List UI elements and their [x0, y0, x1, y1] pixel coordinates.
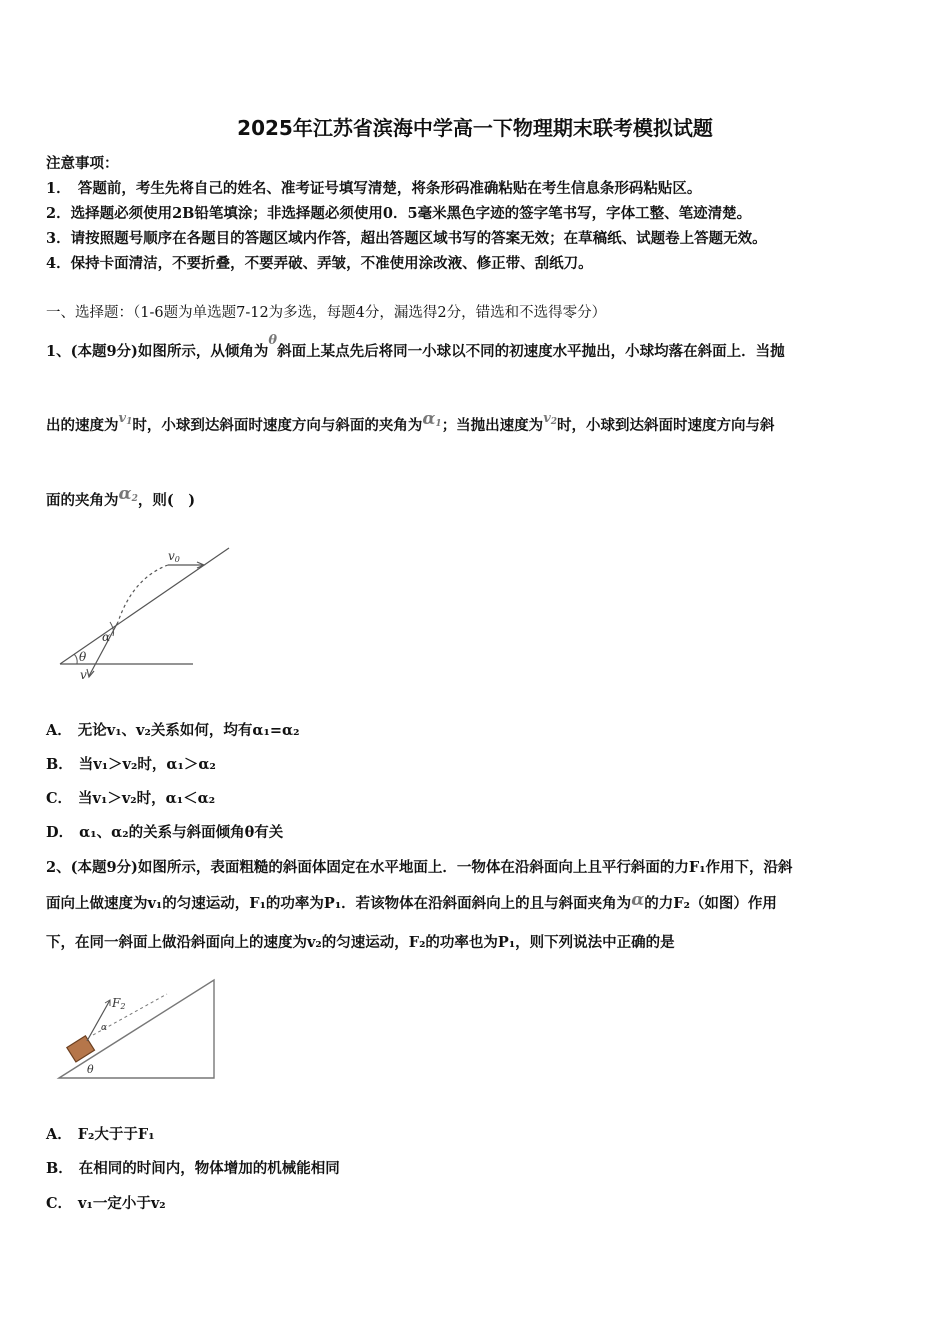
- q1-text: 如图所示，从倾角为: [137, 343, 269, 360]
- q2-line3: 下，在同一斜面上做沿斜面向上的速度为v₂的匀速运动，F₂的功率也为P₁，则下列说法中正确的是: [46, 934, 675, 951]
- q1-text: ；当抛出速度为: [441, 417, 544, 434]
- v-label: v: [80, 668, 87, 682]
- q1-text: ，则( ): [137, 492, 196, 509]
- page-title: 2025年江苏省滨海中学高一下物理期末联考模拟试题: [237, 116, 713, 140]
- q2-text: 面向上做速度为v₁的匀速运动，F₁的功率为P₁．若该物体在沿斜面斜向上的且与斜面夹角为: [46, 895, 632, 912]
- q1-option-a: A． 无论v₁、v₂关系如何，均有α₁=α₂: [46, 722, 300, 739]
- theta-arc: [74, 654, 77, 664]
- notice-heading: 注意事项：: [46, 155, 119, 172]
- alpha-symbol: α: [631, 890, 645, 910]
- q2-line2: [46, 892, 777, 913]
- v1-symbol: $v_1$: [118, 411, 133, 427]
- q1-text: 斜面上某点先后将同一小球以不同的初速度水平抛出，小球均落在斜面上．当抛: [277, 343, 785, 360]
- alpha-label: α: [101, 1023, 108, 1033]
- q1-text: 出的速度为: [46, 417, 119, 434]
- q1-number: 1、: [46, 343, 71, 360]
- q2-option-a: A． F₂大于于F₁: [46, 1126, 155, 1143]
- notice-item: 2．选择题必须使用2B铅笔填涂；非选择题必须使用0．5毫米黑色字迹的签字笔书写，字体工整、笔迹清楚。: [46, 205, 752, 222]
- q2-option-b: B． 在相同的时间内，物体增加的机械能相同: [46, 1160, 340, 1177]
- theta-symbol: θ: [268, 333, 278, 348]
- incline-triangle: [59, 980, 214, 1078]
- q1-option-c: C． 当v₁＞v₂时，α₁＜α₂: [46, 790, 216, 807]
- q1-option-b: B． 当v₁＞v₂时，α₁＞α₂: [46, 756, 216, 773]
- f2-label: F2: [112, 996, 126, 1011]
- notice-item: 3．请按照题号顺序在各题目的答题区域内作答，超出答题区域书写的答案无效；在草稿纸、试题卷上答题无效。: [46, 230, 767, 247]
- q1-option-d: D． α₁、α₂的关系与斜面倾角θ有关: [46, 824, 284, 841]
- v2-symbol: $v_2$: [543, 411, 558, 427]
- q2-option-c: C． v₁一定小于v₂: [46, 1195, 166, 1212]
- alpha-label: α: [102, 630, 111, 644]
- alpha1-symbol: $\alpha_1$: [422, 409, 442, 429]
- q1-line2: [46, 409, 775, 435]
- q2-figure: [55, 975, 220, 1085]
- q1-figure: [55, 540, 240, 685]
- q2-line1: 2、(本题9分)如图所示，表面粗糙的斜面体固定在水平地面上．一物体在沿斜面向上且平行斜面的力F₁作用下，沿斜: [46, 859, 793, 876]
- notice-item: 1． 答题前，考生先将自己的姓名、准考证号填写清楚，将条形码准确粘贴在考生信息条形码粘贴区。: [46, 180, 702, 197]
- section-heading: 一、选择题：（1-6题为单选题7-12为多选，每题4分，漏选得2分，错选和不选得零分）: [46, 305, 607, 321]
- q1-text: 面的夹角为: [46, 492, 119, 509]
- q1-text: 时，小球到达斜面时速度方向与斜面的夹角为: [132, 417, 423, 434]
- q1-line3: [46, 484, 196, 510]
- theta-label: θ: [87, 1063, 94, 1076]
- q2-text: 的力F₂（如图）作用: [644, 895, 777, 912]
- q1-score: (本题9分): [70, 343, 138, 360]
- notice-item: 4．保持卡面清洁，不要折叠，不要弄破、弄皱，不准使用涂改液、修正带、刮纸刀。: [46, 255, 593, 272]
- alpha2-symbol: $\alpha_2$: [118, 484, 138, 504]
- theta-label: θ: [79, 650, 87, 664]
- trajectory-curve: [118, 565, 168, 622]
- v0-label: v0: [168, 549, 180, 564]
- f2-arrow: [87, 1000, 110, 1041]
- q1-text: 时，小球到达斜面时速度方向与斜: [557, 417, 775, 434]
- q1-line1: [46, 333, 785, 361]
